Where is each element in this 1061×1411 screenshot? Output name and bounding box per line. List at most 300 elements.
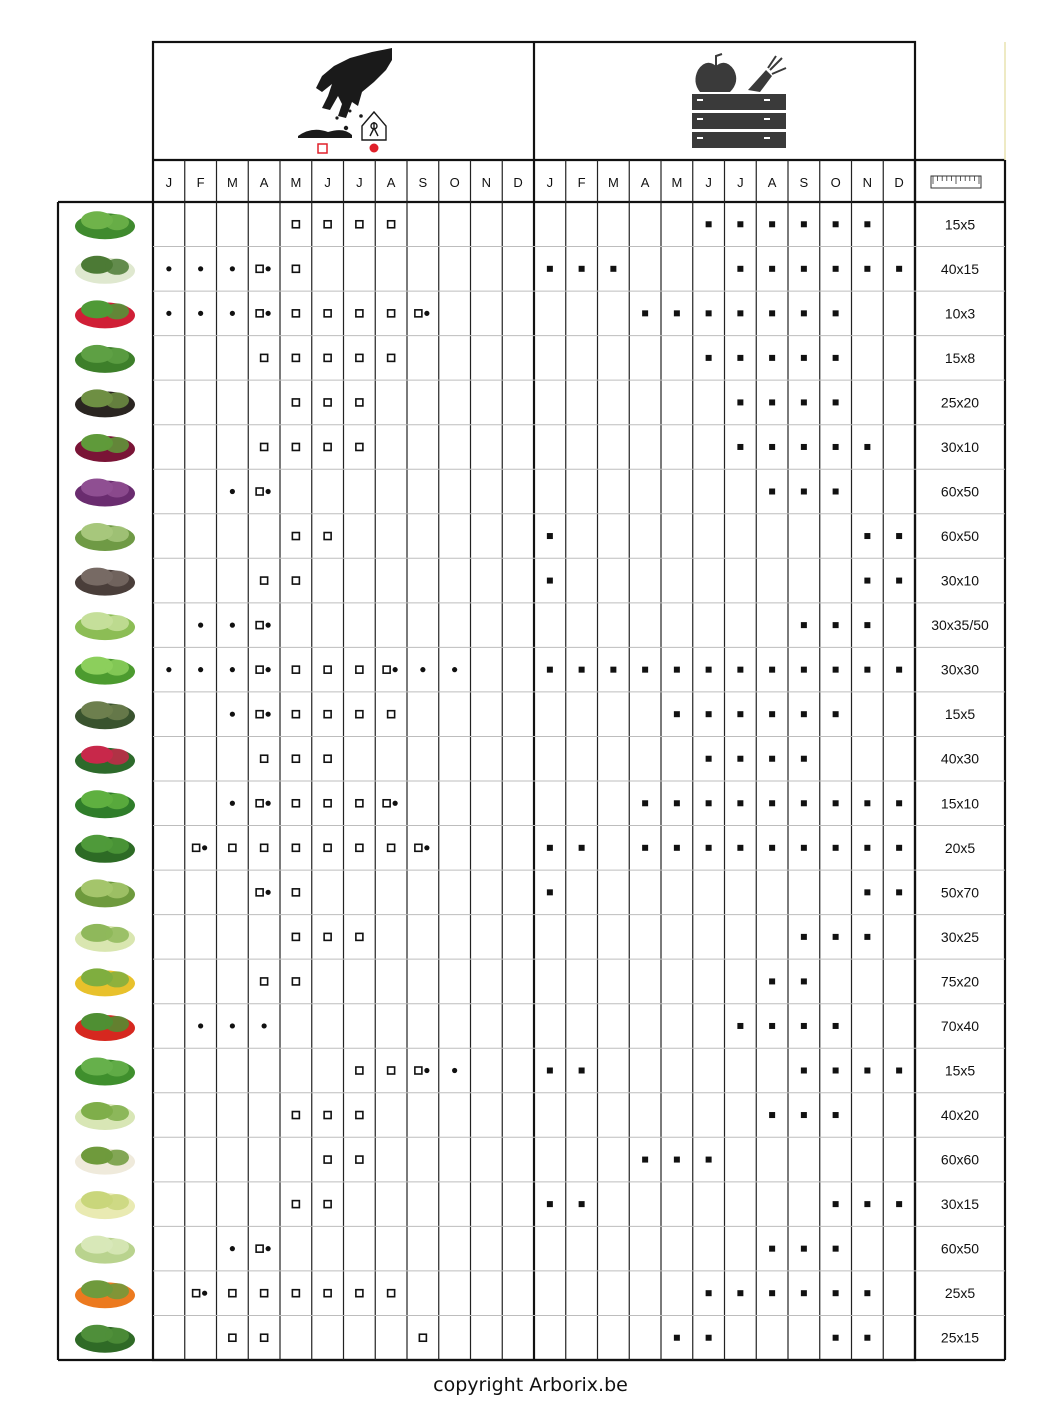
outdoor-sow-mark xyxy=(324,1290,331,1297)
outdoor-sow-mark xyxy=(324,310,331,317)
spacing-value: 25x5 xyxy=(944,1285,976,1302)
hand-sowing-seeds-icon xyxy=(298,48,392,138)
copyright-text: copyright Arborix.be xyxy=(433,1374,628,1396)
lettuce-leaves-image xyxy=(75,211,135,239)
spacing-value: 50x70 xyxy=(940,884,980,901)
outdoor-sow-mark xyxy=(356,800,363,807)
indoor-sow-mark xyxy=(230,1023,235,1028)
harvest-month-label: A xyxy=(640,175,650,190)
harvest-mark xyxy=(833,489,839,495)
outdoor-sow-mark xyxy=(324,933,331,940)
outdoor-sow-mark xyxy=(324,666,331,673)
outdoor-sow-mark xyxy=(324,443,331,450)
harvest-mark xyxy=(706,711,712,717)
harvest-mark xyxy=(801,1023,807,1029)
outdoor-sow-mark xyxy=(415,1067,422,1074)
sowing-month-label: J xyxy=(165,175,173,190)
harvest-mark xyxy=(896,889,902,895)
outdoor-sow-mark xyxy=(256,622,263,629)
white-cabbage-image xyxy=(75,1236,135,1264)
harvest-mark xyxy=(801,800,807,806)
spacing-value: 30x35/50 xyxy=(931,617,989,634)
outdoor-sow-mark xyxy=(261,354,268,361)
harvest-mark xyxy=(769,399,775,405)
outdoor-sow-mark xyxy=(261,844,268,851)
harvest-mark xyxy=(833,711,839,717)
harvest-mark xyxy=(801,444,807,450)
outdoor-sow-mark xyxy=(229,844,236,851)
harvest-mark xyxy=(579,1068,585,1074)
endive-image xyxy=(75,1191,135,1219)
harvest-month-label: F xyxy=(577,175,586,190)
indoor-sow-mark xyxy=(266,489,271,494)
outdoor-sow-mark xyxy=(292,844,299,851)
celery-image xyxy=(75,612,135,640)
parsley-image xyxy=(75,790,135,818)
harvest-mark xyxy=(896,1201,902,1207)
harvest-mark xyxy=(801,756,807,762)
harvest-month-label: O xyxy=(830,175,841,190)
outdoor-sow-mark xyxy=(292,265,299,272)
harvest-mark xyxy=(896,1068,902,1074)
harvest-mark xyxy=(674,310,680,316)
spacing-value: 40x30 xyxy=(940,750,980,767)
outdoor-sow-mark xyxy=(229,1290,236,1297)
harvest-mark xyxy=(706,667,712,673)
indoor-sow-mark xyxy=(266,266,271,271)
sowing-month-label: J xyxy=(356,175,363,190)
harvest-mark xyxy=(801,399,807,405)
harvest-mark xyxy=(833,355,839,361)
spacing-value: 30x10 xyxy=(940,572,980,589)
harvest-mark xyxy=(833,399,839,405)
outdoor-sow-mark xyxy=(261,1290,268,1297)
spacing-value: 25x20 xyxy=(940,394,980,411)
outdoor-sow-mark xyxy=(292,755,299,762)
harvest-mark xyxy=(833,1246,839,1252)
spacing-value: 60x60 xyxy=(940,1151,980,1168)
harvest-crate-icon xyxy=(692,54,786,148)
sowing-month-label: F xyxy=(196,175,205,190)
harvest-mark xyxy=(547,845,553,851)
harvest-mark xyxy=(833,934,839,940)
spacing-value: 15x5 xyxy=(944,1062,976,1079)
indoor-sow-mark xyxy=(230,801,235,806)
indoor-sow-mark xyxy=(230,266,235,271)
harvest-mark xyxy=(864,1290,870,1296)
outdoor-sow-mark xyxy=(388,221,395,228)
outdoor-sow-mark xyxy=(356,310,363,317)
outdoor-sow-mark xyxy=(256,265,263,272)
harvest-month-label: M xyxy=(607,175,619,190)
harvest-mark xyxy=(833,1201,839,1207)
outdoor-sow-mark xyxy=(292,310,299,317)
indoor-sow-mark xyxy=(424,311,429,316)
harvest-mark xyxy=(737,711,743,717)
harvest-mark xyxy=(769,1246,775,1252)
outdoor-sow-mark xyxy=(388,354,395,361)
harvest-mark xyxy=(801,1068,807,1074)
crop-images xyxy=(75,211,135,1352)
salsify-roots-image xyxy=(75,568,135,596)
indoor-sow-mark xyxy=(198,266,203,271)
outdoor-sow-mark xyxy=(292,399,299,406)
harvest-mark xyxy=(801,622,807,628)
spacing-value: 25x15 xyxy=(940,1329,980,1346)
harvest-mark xyxy=(769,845,775,851)
harvest-mark xyxy=(579,266,585,272)
harvest-mark xyxy=(864,444,870,450)
harvest-mark xyxy=(801,1246,807,1252)
outdoor-sow-mark xyxy=(356,1290,363,1297)
indoor-sow-mark xyxy=(198,623,203,628)
indoor-sow-mark xyxy=(230,667,235,672)
harvest-mark xyxy=(864,1335,870,1341)
fennel-image xyxy=(75,1102,135,1130)
lambs-lettuce-image xyxy=(75,1058,135,1086)
harvest-mark xyxy=(706,221,712,227)
harvest-mark xyxy=(864,578,870,584)
kale-image xyxy=(75,701,135,729)
outdoor-sow-mark xyxy=(356,443,363,450)
outdoor-sow-mark xyxy=(292,443,299,450)
outdoor-sow-mark xyxy=(261,1334,268,1341)
outdoor-sow-mark xyxy=(292,666,299,673)
carrot-image xyxy=(75,1280,135,1308)
harvest-mark xyxy=(769,310,775,316)
indoor-sow-mark xyxy=(198,1023,203,1028)
spacing-value: 15x5 xyxy=(944,706,976,723)
outdoor-sow-mark xyxy=(292,1112,299,1119)
harvest-mark xyxy=(706,355,712,361)
outdoor-sow-mark xyxy=(292,933,299,940)
spacing-value: 30x15 xyxy=(940,1196,980,1213)
spacing-value: 30x25 xyxy=(940,928,980,945)
indoor-sow-mark xyxy=(266,890,271,895)
indoor-sow-mark xyxy=(424,845,429,850)
harvest-mark xyxy=(737,355,743,361)
calendar-grid xyxy=(58,42,1005,1360)
open-square-outdoor-icon xyxy=(318,144,327,153)
harvest-mark xyxy=(833,1290,839,1296)
harvest-mark xyxy=(896,667,902,673)
sowing-month-label: A xyxy=(386,175,396,190)
spacing-value: 20x5 xyxy=(944,839,976,856)
spacing-value: 70x40 xyxy=(940,1017,980,1034)
harvest-mark xyxy=(769,355,775,361)
spacing-value: 40x15 xyxy=(940,260,980,277)
indoor-sow-mark xyxy=(266,311,271,316)
black-salsify-image xyxy=(75,389,135,417)
indoor-sow-mark xyxy=(266,1246,271,1251)
harvest-mark xyxy=(833,444,839,450)
savoy-cabbage-image xyxy=(75,523,135,551)
indoor-sow-mark xyxy=(230,1246,235,1251)
leek-image xyxy=(75,256,135,284)
harvest-mark xyxy=(737,845,743,851)
indoor-sow-mark xyxy=(202,845,207,850)
harvest-mark xyxy=(896,845,902,851)
harvest-mark xyxy=(864,845,870,851)
ruler-icon xyxy=(931,176,981,188)
harvest-mark xyxy=(642,1157,648,1163)
sowing-month-label: M xyxy=(290,175,302,190)
harvest-mark xyxy=(706,756,712,762)
outdoor-sow-mark xyxy=(419,1334,426,1341)
beetroot-image xyxy=(75,434,135,462)
harvest-mark xyxy=(896,266,902,272)
indoor-sow-mark xyxy=(266,801,271,806)
harvest-mark xyxy=(769,978,775,984)
harvest-mark xyxy=(833,1335,839,1341)
harvest-mark xyxy=(896,578,902,584)
indoor-sow-mark xyxy=(198,311,203,316)
indoor-sow-mark xyxy=(393,801,398,806)
indoor-sow-mark xyxy=(452,1068,457,1073)
outdoor-sow-mark xyxy=(256,889,263,896)
harvest-mark xyxy=(737,266,743,272)
harvest-mark xyxy=(833,1068,839,1074)
harvest-mark xyxy=(864,622,870,628)
outdoor-sow-mark xyxy=(324,533,331,540)
outdoor-sow-mark xyxy=(256,711,263,718)
outdoor-sow-mark xyxy=(356,933,363,940)
outdoor-sow-mark xyxy=(356,1156,363,1163)
harvest-mark xyxy=(547,1201,553,1207)
outdoor-sow-mark xyxy=(388,1067,395,1074)
harvest-mark xyxy=(833,266,839,272)
spacing-value: 10x3 xyxy=(944,305,976,322)
outdoor-sow-mark xyxy=(324,800,331,807)
harvest-mark xyxy=(833,667,839,673)
harvest-mark xyxy=(769,221,775,227)
harvest-mark xyxy=(547,889,553,895)
harvest-mark xyxy=(833,1112,839,1118)
harvest-mark xyxy=(674,845,680,851)
harvest-mark xyxy=(833,800,839,806)
harvest-mark xyxy=(801,266,807,272)
harvest-mark xyxy=(610,266,616,272)
outdoor-sow-mark xyxy=(324,1112,331,1119)
harvest-mark xyxy=(801,489,807,495)
sowing-month-label: J xyxy=(324,175,331,190)
harvest-mark xyxy=(642,667,648,673)
spacing-value: 30x30 xyxy=(940,661,980,678)
outdoor-sow-mark xyxy=(356,354,363,361)
harvest-mark xyxy=(769,711,775,717)
indoor-sow-mark xyxy=(230,712,235,717)
sweet-corn-image xyxy=(75,968,135,996)
harvest-mark xyxy=(769,1290,775,1296)
harvest-mark xyxy=(864,1201,870,1207)
harvest-mark xyxy=(737,667,743,673)
outdoor-sow-mark xyxy=(292,800,299,807)
outdoor-sow-mark xyxy=(324,711,331,718)
outdoor-sow-mark xyxy=(292,577,299,584)
harvest-mark xyxy=(706,1157,712,1163)
outdoor-sow-mark xyxy=(356,399,363,406)
greenhouse-icon xyxy=(362,112,386,140)
indoor-sow-mark xyxy=(230,489,235,494)
outdoor-sow-mark xyxy=(292,889,299,896)
outdoor-sow-mark xyxy=(193,1290,200,1297)
harvest-mark xyxy=(864,221,870,227)
indoor-sow-mark xyxy=(452,667,457,672)
swiss-chard-image xyxy=(75,746,135,774)
harvest-mark xyxy=(610,667,616,673)
harvest-mark xyxy=(547,266,553,272)
harvest-mark xyxy=(547,667,553,673)
indoor-sow-mark xyxy=(420,667,425,672)
harvest-mark xyxy=(864,667,870,673)
indoor-sow-mark xyxy=(166,266,171,271)
harvest-mark xyxy=(896,533,902,539)
spinach-image xyxy=(75,835,135,863)
harvest-month-label: N xyxy=(862,175,873,190)
harvest-mark xyxy=(801,1112,807,1118)
outdoor-sow-mark xyxy=(324,844,331,851)
indoor-sow-mark xyxy=(230,623,235,628)
outdoor-sow-mark xyxy=(356,1067,363,1074)
harvest-mark xyxy=(674,1335,680,1341)
outdoor-sow-mark xyxy=(388,844,395,851)
outdoor-sow-mark xyxy=(324,354,331,361)
outdoor-sow-mark xyxy=(256,1245,263,1252)
outdoor-sow-mark xyxy=(292,978,299,985)
arugula-image xyxy=(75,345,135,373)
harvest-mark xyxy=(769,1023,775,1029)
harvest-month-label: M xyxy=(671,175,683,190)
harvest-mark xyxy=(864,266,870,272)
outdoor-sow-mark xyxy=(261,755,268,762)
outdoor-sow-mark xyxy=(292,354,299,361)
indoor-sow-mark xyxy=(166,311,171,316)
harvest-mark xyxy=(769,444,775,450)
indoor-sow-mark xyxy=(230,311,235,316)
sowing-month-label: D xyxy=(513,175,523,190)
spacing-value: 15x5 xyxy=(944,216,976,233)
brussels-sprouts-image xyxy=(75,879,135,907)
harvest-mark xyxy=(833,310,839,316)
indoor-sow-mark xyxy=(198,667,203,672)
harvest-mark xyxy=(737,1023,743,1029)
harvest-mark xyxy=(737,399,743,405)
harvest-mark xyxy=(769,489,775,495)
harvest-mark xyxy=(801,711,807,717)
outdoor-sow-mark xyxy=(292,221,299,228)
indoor-sow-mark xyxy=(424,1068,429,1073)
indoor-sow-mark xyxy=(266,623,271,628)
harvest-mark xyxy=(579,845,585,851)
harvest-mark xyxy=(642,800,648,806)
harvest-mark xyxy=(706,1290,712,1296)
harvest-mark xyxy=(769,1112,775,1118)
harvest-mark xyxy=(833,622,839,628)
harvest-mark xyxy=(674,800,680,806)
header-icons xyxy=(298,48,981,188)
harvest-mark xyxy=(737,800,743,806)
indoor-sow-mark xyxy=(166,667,171,672)
spacing-value: 15x10 xyxy=(940,795,980,812)
harvest-mark xyxy=(706,800,712,806)
red-dot-indoor-icon xyxy=(370,144,379,153)
harvest-mark xyxy=(864,1068,870,1074)
harvest-month-label: S xyxy=(799,175,809,190)
harvest-mark xyxy=(769,667,775,673)
harvest-mark xyxy=(833,221,839,227)
harvest-month-label: J xyxy=(737,175,744,190)
harvest-mark xyxy=(642,845,648,851)
harvest-mark xyxy=(737,1290,743,1296)
harvest-mark xyxy=(769,266,775,272)
outdoor-sow-mark xyxy=(292,533,299,540)
spacing-value: 60x50 xyxy=(940,483,980,500)
red-cabbage-image xyxy=(75,479,135,507)
sowing-month-label: O xyxy=(449,175,460,190)
outdoor-sow-mark xyxy=(415,310,422,317)
spacing-value: 60x50 xyxy=(940,1240,980,1257)
outdoor-sow-mark xyxy=(356,711,363,718)
harvest-mark xyxy=(801,934,807,940)
outdoor-sow-mark xyxy=(415,844,422,851)
harvest-mark xyxy=(579,667,585,673)
outdoor-sow-mark xyxy=(292,711,299,718)
outdoor-sow-mark xyxy=(324,221,331,228)
harvest-mark xyxy=(769,800,775,806)
outdoor-sow-mark xyxy=(383,800,390,807)
outdoor-sow-mark xyxy=(256,800,263,807)
harvest-mark xyxy=(737,444,743,450)
outdoor-sow-mark xyxy=(256,488,263,495)
harvest-mark xyxy=(864,889,870,895)
harvest-mark xyxy=(674,711,680,717)
outdoor-sow-mark xyxy=(193,844,200,851)
outdoor-sow-mark xyxy=(388,711,395,718)
outdoor-sow-mark xyxy=(356,666,363,673)
outdoor-sow-mark xyxy=(261,577,268,584)
sorrel-image xyxy=(75,1325,135,1353)
sowing-month-label: S xyxy=(418,175,428,190)
spacing-value: 75x20 xyxy=(940,973,980,990)
outdoor-sow-mark xyxy=(324,1156,331,1163)
outdoor-sow-mark xyxy=(324,1201,331,1208)
harvest-mark xyxy=(833,1023,839,1029)
indoor-sow-mark xyxy=(393,667,398,672)
harvest-mark xyxy=(864,800,870,806)
harvest-mark xyxy=(737,221,743,227)
harvest-mark xyxy=(801,978,807,984)
harvest-mark xyxy=(737,756,743,762)
spacing-value: 40x20 xyxy=(940,1107,980,1124)
outdoor-sow-mark xyxy=(388,310,395,317)
cauliflower-image xyxy=(75,1147,135,1175)
harvest-mark xyxy=(706,310,712,316)
harvest-mark xyxy=(801,221,807,227)
harvest-mark xyxy=(896,800,902,806)
chinese-cabbage-image xyxy=(75,924,135,952)
spacing-value: 60x50 xyxy=(940,528,980,545)
butterhead-lettuce-image xyxy=(75,657,135,685)
harvest-mark xyxy=(737,310,743,316)
harvest-mark xyxy=(801,310,807,316)
harvest-mark xyxy=(706,845,712,851)
harvest-month-label: A xyxy=(767,175,777,190)
harvest-mark xyxy=(801,355,807,361)
harvest-mark xyxy=(769,756,775,762)
outdoor-sow-mark xyxy=(356,1112,363,1119)
outdoor-sow-mark xyxy=(324,399,331,406)
outdoor-sow-mark xyxy=(256,310,263,317)
